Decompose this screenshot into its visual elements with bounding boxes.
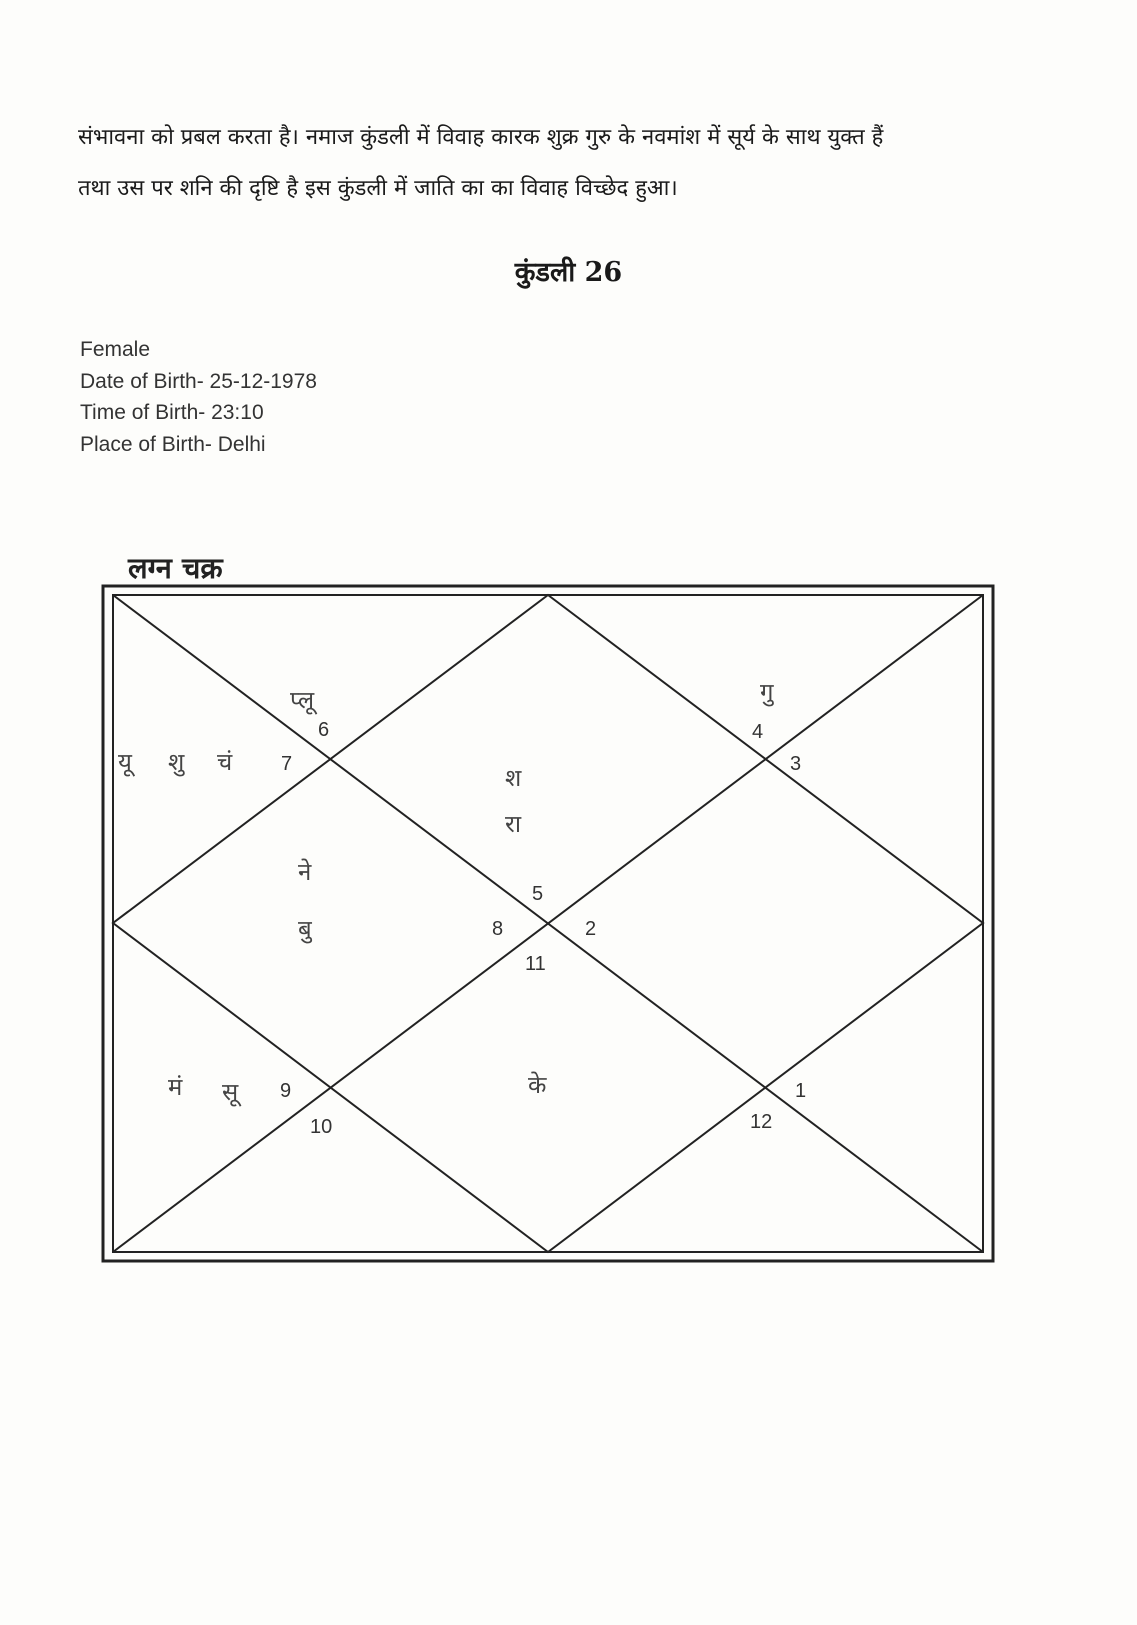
planet-ketu: के: [528, 1071, 547, 1099]
planet-pluto: प्लू: [290, 686, 315, 714]
date-of-birth-line: Date of Birth- 25-12-1978: [80, 369, 317, 393]
paragraph-line-2: तथा उस पर शनि की दृष्टि है इस कुंडली में जाति का का विवाह विच्छेद हुआ।: [78, 176, 678, 201]
planet-neptune: ने: [298, 858, 312, 886]
house-number-5: 5: [532, 883, 544, 905]
lagna-chart-title: लग्न चक्र: [128, 551, 223, 585]
gender-line: Female: [80, 338, 151, 361]
house-number-6: 6: [318, 719, 330, 741]
planet-uranus: यू: [118, 748, 132, 776]
kundali-heading: कुंडली 26: [514, 257, 623, 288]
house-number-2: 2: [585, 918, 597, 940]
planet-venus: शु: [168, 748, 185, 776]
planet-sun: सू: [222, 1078, 239, 1106]
planet-rahu: रा: [505, 810, 522, 838]
house-number-9: 9: [280, 1080, 292, 1102]
house-number-12: 12: [750, 1111, 773, 1133]
planet-jupiter: गु: [760, 678, 774, 706]
house-number-8: 8: [492, 918, 504, 940]
paragraph-line-1: संभावना को प्रबल करता है। नमाज कुंडली में विवाह कारक शुक्र गुरु के नवमांश में सूर्य के साथ युक्त हैं: [78, 125, 884, 150]
planet-mercury: बु: [298, 915, 312, 943]
time-of-birth-line: Time of Birth- 23:10: [80, 401, 264, 424]
planet-moon: चं: [217, 748, 233, 776]
house-number-10: 10: [310, 1116, 333, 1138]
house-number-3: 3: [790, 753, 802, 775]
place-of-birth-line: Place of Birth- Delhi: [80, 432, 266, 456]
house-number-7: 7: [281, 753, 293, 775]
house-number-11: 11: [525, 953, 546, 975]
house-number-1: 1: [795, 1080, 807, 1102]
house-number-4: 4: [752, 721, 764, 743]
planet-saturn: श: [505, 764, 522, 792]
planet-mars: मं: [168, 1073, 183, 1101]
